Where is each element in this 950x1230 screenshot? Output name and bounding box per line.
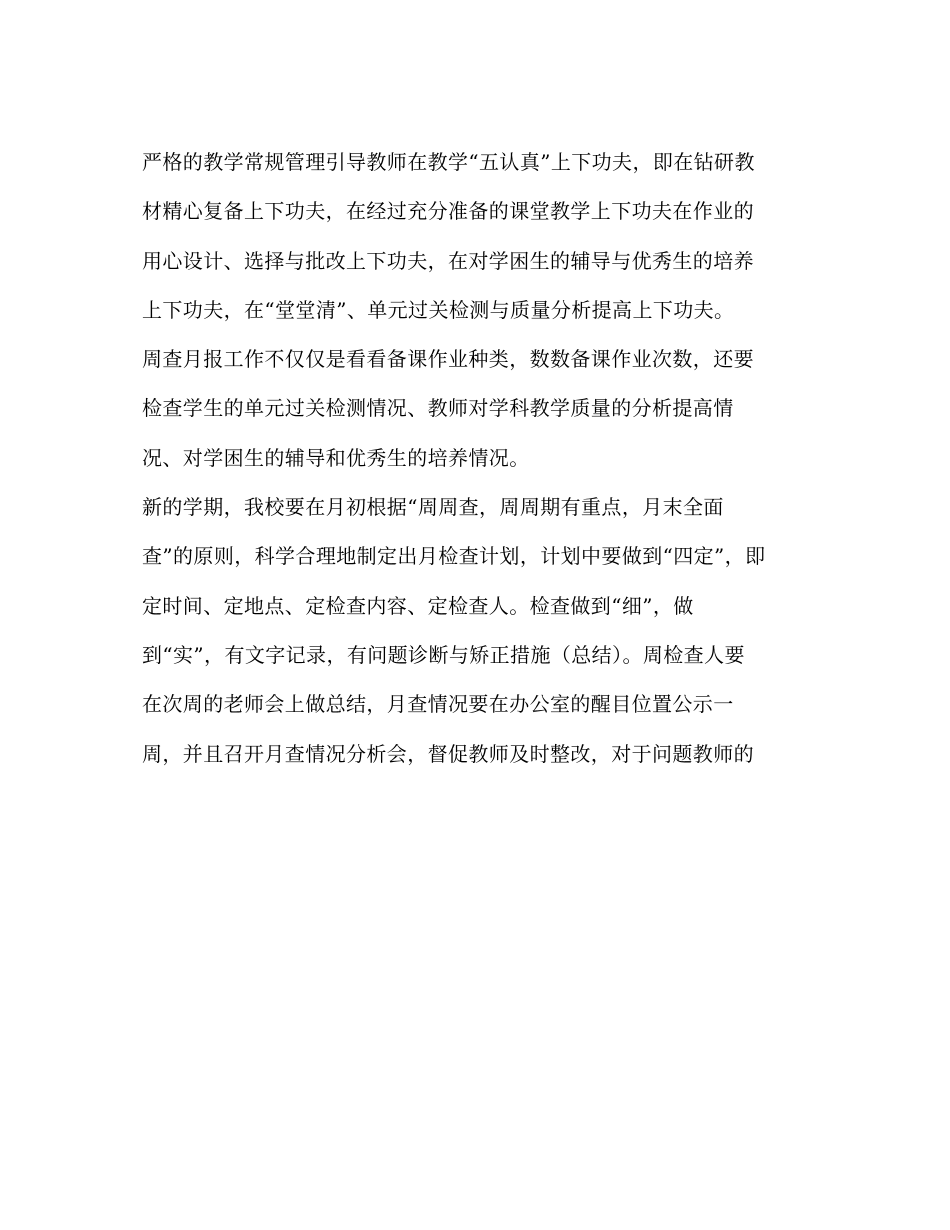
text-line: 严格的教学常规管理引导教师在教学“五认真”上下功夫，即在钻研教	[142, 150, 755, 174]
body-text	[142, 138, 822, 779]
text-line: 上下功夫，在“堂堂清”、单元过关检测与质量分析提高上下功夫。	[142, 297, 735, 322]
text-line: 检查学生的单元过关检测情况、教师对学科教学质量的分析提高情	[142, 396, 734, 421]
text-line: 查”的原则，科学合理地制定出月检查计划，计划中要做到“四定”，即	[142, 544, 766, 569]
text-line: 到“实”，有文字记录，有问题诊断与矫正措施（总结）。周检查人要	[142, 642, 745, 667]
text-line: 新的学期，我校要在月初根据“周周查，周周期有重点，月末全面	[142, 495, 724, 520]
text-line: 况、对学困生的辅导和优秀生的培养情况。	[142, 445, 530, 470]
text-line: 材精心复备上下功夫，在经过充分准备的课堂教学上下功夫在作业的	[142, 199, 754, 224]
text-line: 在次周的老师会上做总结，月查情况要在办公室的醒目位置公示一	[142, 692, 734, 717]
text-line: 周查月报工作不仅仅是看看备课作业种类，数数备课作业次数，还要	[142, 347, 754, 372]
text-line: 用心设计、选择与批改上下功夫，在对学困生的辅导与优秀生的培养	[142, 248, 754, 273]
text-line: 周，并且召开月查情况分析会，督促教师及时整改，对于问题教师的	[142, 741, 754, 766]
text-line: 定时间、定地点、定检查内容、定检查人。检查做到“细”，做	[142, 593, 694, 618]
